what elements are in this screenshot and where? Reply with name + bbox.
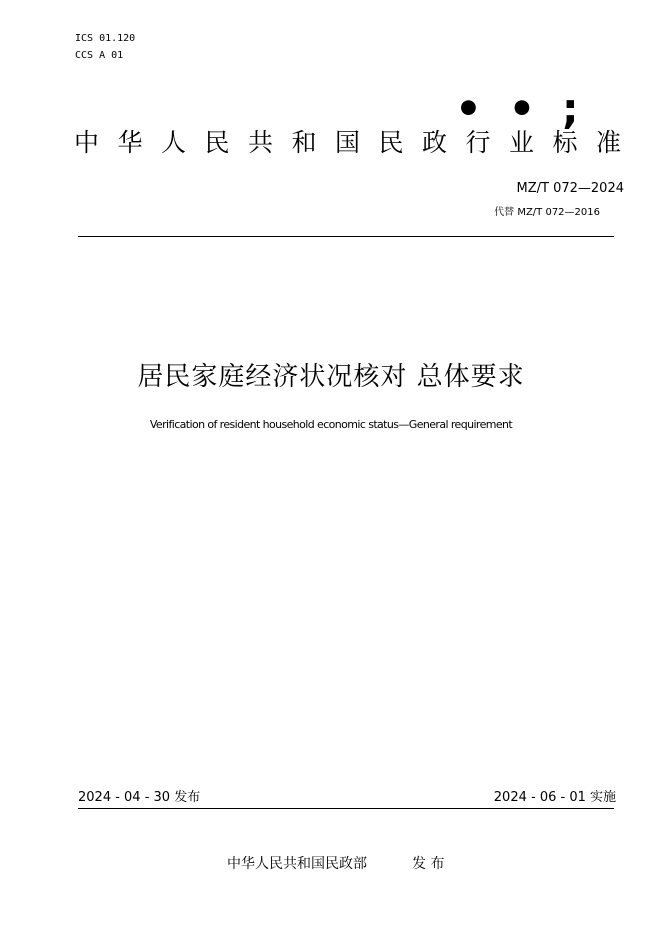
- standard-logo-mark: • • ;: [455, 84, 585, 133]
- document-title: 居民家庭经济状况核对 总体要求: [137, 362, 525, 392]
- document-title-english: Verification of resident household economic status—General requirement: [149, 418, 513, 431]
- issue-label: 发 布: [412, 856, 445, 872]
- implementation-date: 2024 - 06 - 01 实施: [493, 790, 616, 805]
- ccs-code: CCS A 01: [75, 50, 124, 61]
- issuing-authority: 中华人民共和国民政部: [227, 856, 367, 872]
- standard-code: MZ/T 072—2024: [516, 181, 624, 196]
- header-divider: [78, 236, 614, 237]
- replaces-code: 代替 MZ/T 072—2016: [494, 207, 600, 218]
- footer-divider: [78, 808, 614, 809]
- ics-code: ICS 01.120: [75, 33, 136, 44]
- release-date: 2024 - 04 - 30 发布: [78, 790, 201, 805]
- standard-category-title: 中华人民共和国民政行业标准: [74, 128, 640, 157]
